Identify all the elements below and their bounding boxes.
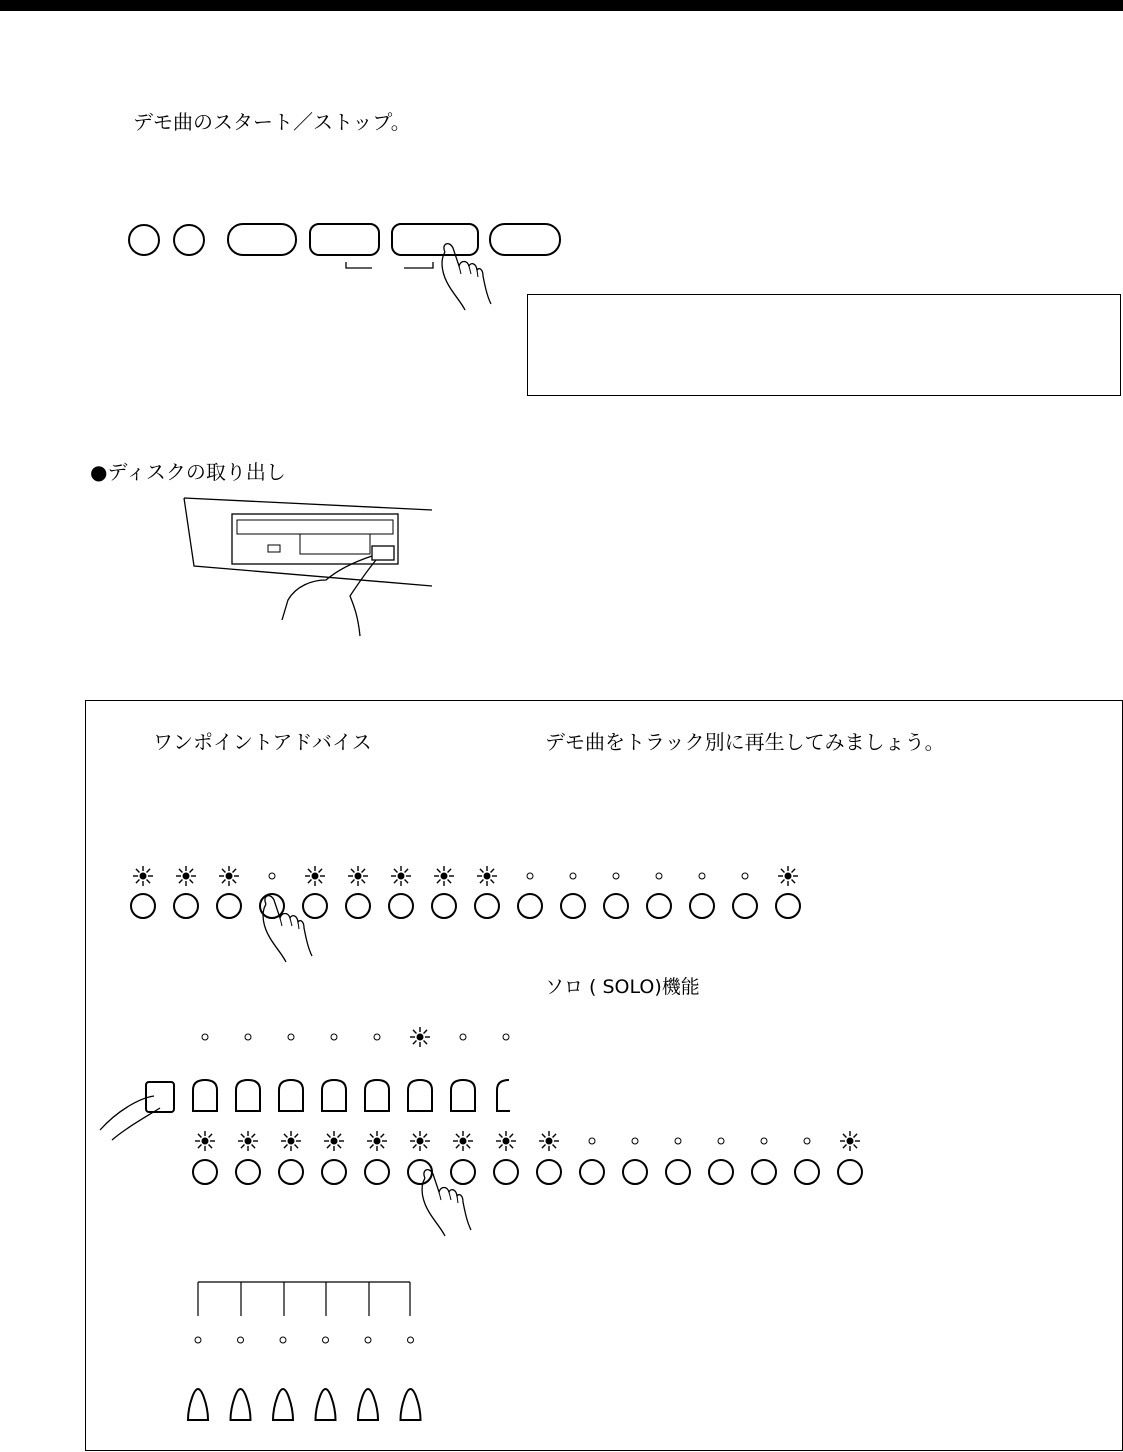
row1-track-button[interactable] [776,894,800,918]
demo-pill-button-4[interactable] [490,224,560,255]
row2-part-button[interactable] [279,1080,303,1111]
row3-track-button[interactable] [709,1160,733,1184]
row4-keys [188,1389,421,1420]
row3-track-button[interactable] [838,1160,862,1184]
row3-lamp-on [840,1131,860,1151]
row1-lamp-off [656,873,662,879]
row4-lamp-off [365,1337,371,1343]
row3-track-button[interactable] [193,1160,217,1184]
row1-lamp-off [742,873,748,879]
row3-track-button[interactable] [494,1160,518,1184]
row1-hand-icon [263,896,312,962]
row3-lamp-on [496,1131,516,1151]
row2-lamp-off [288,1034,294,1040]
row4-lamp-off [238,1337,244,1343]
pressing-hand-icon [442,244,491,310]
demo-bracket [346,262,433,268]
row3-lamp-on [324,1131,344,1151]
drive-lamp [268,545,280,552]
row1-track-button[interactable] [174,894,198,918]
row1-track-button[interactable] [647,894,671,918]
row1-track-button[interactable] [217,894,241,918]
row1-lamp-on [477,866,497,886]
row1-track-button[interactable] [733,894,757,918]
row1-track-button[interactable] [475,894,499,918]
row3-track-button[interactable] [537,1160,561,1184]
row4-lamp-off [280,1337,286,1343]
demo-pill-button-1[interactable] [228,224,296,255]
row4-lamp-off [195,1337,201,1343]
row2-hand-icon [100,1096,160,1140]
row1-lamp-on [778,866,798,886]
row4-bracket [198,1282,410,1316]
solo-label: ソロ ( SOLO)機能 [545,976,700,998]
row3-track-button[interactable] [408,1160,432,1184]
row3-buttons [193,1160,862,1184]
row1-track-button[interactable] [389,894,413,918]
disk-drive-illustration [184,498,432,636]
row3-lamp-on [453,1131,473,1151]
row1-lamp-on [348,866,368,886]
disk-eject-heading: ●ディスクの取り出し [90,460,286,484]
demo-button-2[interactable] [310,224,379,255]
row1-lamp-off [570,873,576,879]
row3-lamp-on [238,1131,258,1151]
row3-lamp-on [410,1131,430,1151]
eject-button[interactable] [372,546,394,560]
row3-track-button[interactable] [322,1160,346,1184]
row2-lamp-off [331,1034,337,1040]
row2-buttons [146,1080,510,1112]
demo-panel [129,224,560,310]
row1-track-button[interactable] [303,894,327,918]
advice-title: ワンポイントアドバイス [153,730,372,754]
demo-heading: デモ曲のスタート／ストップ。 [133,110,411,134]
row2-part-button[interactable] [322,1080,346,1111]
row1-lamp-on [219,866,239,886]
row3-lamp-off [718,1138,724,1144]
row3-track-button[interactable] [623,1160,647,1184]
row1-lamp-on [434,866,454,886]
demo-start-stop-button[interactable] [392,224,478,255]
row2-part-button[interactable] [193,1080,217,1111]
row1-lamps [133,866,798,886]
advice-subtitle: デモ曲をトラック別に再生してみましょう。 [545,730,945,754]
row1-lamp-on [305,866,325,886]
row3-track-button[interactable] [580,1160,604,1184]
row2-part-button[interactable] [365,1080,389,1111]
row3-lamp-on [281,1131,301,1151]
row2-lamp-off [503,1034,509,1040]
disk-drive-slot [232,514,398,564]
row2-lamp-off [374,1034,380,1040]
row3-track-button[interactable] [279,1160,303,1184]
row4-key[interactable] [231,1389,251,1420]
row2-part-button[interactable] [408,1080,432,1111]
row4-key[interactable] [401,1389,421,1420]
row1-track-button[interactable] [432,894,456,918]
row1-lamp-on [133,866,153,886]
row1-track-button[interactable] [561,894,585,918]
row1-track-button[interactable] [346,894,370,918]
row1-lamp-off [527,873,533,879]
row4-key[interactable] [358,1389,378,1420]
row1-lamp-on [176,866,196,886]
row4-key[interactable] [188,1389,208,1420]
row3-lamp-off [589,1138,595,1144]
row1-buttons [131,894,800,918]
row1-lamp-off [613,873,619,879]
row2-part-button[interactable] [236,1080,260,1111]
row1-track-button[interactable] [690,894,714,918]
row3-track-button[interactable] [451,1160,475,1184]
row3-track-button[interactable] [795,1160,819,1184]
row1-track-button[interactable] [604,894,628,918]
row2-part-button-partial[interactable] [497,1080,510,1111]
row4-lamps [195,1337,414,1343]
row2-lamp-off [202,1034,208,1040]
row2-part-button[interactable] [451,1080,475,1111]
row2-lamp-off [460,1034,466,1040]
row3-lamp-on [195,1131,215,1151]
row3-lamp-on [367,1131,387,1151]
row3-lamp-on [539,1131,559,1151]
row3-track-button[interactable] [666,1160,690,1184]
row1-lamp-off [269,873,275,879]
row3-lamps [195,1131,860,1151]
demo-round-button-2[interactable] [174,225,204,255]
row3-track-button[interactable] [752,1160,776,1184]
row4-lamp-off [323,1337,329,1343]
row3-lamp-off [804,1138,810,1144]
row1-lamp-off [699,873,705,879]
row3-track-button[interactable] [236,1160,260,1184]
row3-lamp-off [675,1138,681,1144]
row2-lamp-on [410,1027,430,1047]
demo-round-button-1[interactable] [129,225,159,255]
row3-lamp-off [761,1138,767,1144]
row1-lamp-on [391,866,411,886]
row2-lamp-off [245,1034,251,1040]
row4-key[interactable] [316,1389,336,1420]
row1-track-button[interactable] [518,894,542,918]
row4-key[interactable] [273,1389,293,1420]
row3-lamp-off [632,1138,638,1144]
row4-lamp-off [408,1337,414,1343]
eject-hand-icon [282,556,372,620]
row3-track-button[interactable] [365,1160,389,1184]
row1-track-button[interactable] [131,894,155,918]
row2-lamps [202,1027,509,1047]
